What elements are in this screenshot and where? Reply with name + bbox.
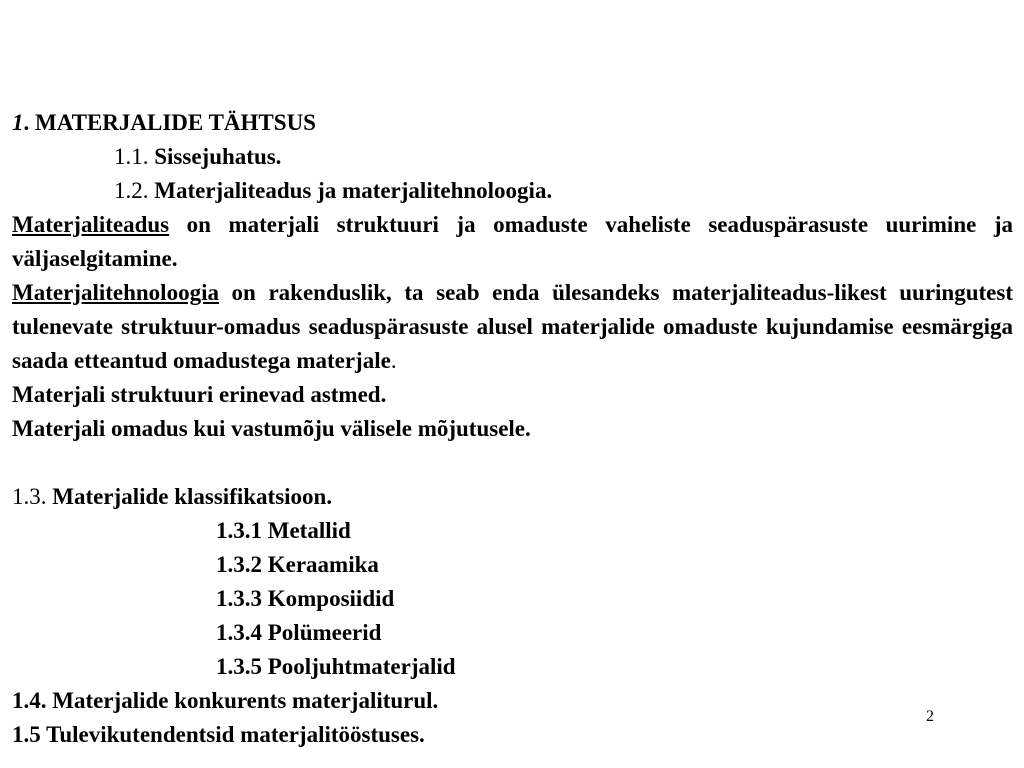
subsection-1-3 xyxy=(12,480,1013,514)
paragraph-materjaliteadus xyxy=(12,208,1013,276)
paragraph-materjalitehnoloogia xyxy=(12,276,1013,378)
subsection-title: Sissejuhatus. xyxy=(154,144,282,169)
subsection-number: 1.3. xyxy=(12,484,53,509)
subsection-title: Materjalide klassifikatsioon. xyxy=(52,484,333,509)
line-omadus: Materjali omadus kui vastumõju välisele mõjutusele. xyxy=(12,416,531,441)
subsection-number: 1.2. xyxy=(114,178,155,203)
subsection-1-1 xyxy=(12,140,1013,174)
classification-item: 1.3.1 Metallid xyxy=(216,518,351,543)
classification-item: 1.3.5 Pooljuhtmaterjalid xyxy=(216,654,456,679)
subsection-number: 1.1. xyxy=(114,144,155,169)
line-struktuur: Materjali struktuuri erinevad astmed. xyxy=(12,382,387,407)
section-heading xyxy=(12,106,1013,140)
section-title: . MATERJALIDE TÄHTSUS xyxy=(23,110,316,135)
classification-item: 1.3.2 Keraamika xyxy=(216,552,379,577)
subsection-1-2 xyxy=(12,174,1013,208)
term-materjalitehnoloogia: Materjalitehnoloogia xyxy=(12,280,219,305)
term-materjaliteadus: Materjaliteadus xyxy=(12,212,170,237)
page-number: 2 xyxy=(926,708,934,725)
definition-text: on rakenduslik, ta seab enda ülesandeks materjaliteadus-likest uuringutest tulenevate struktuur-omadus seaduspärasuste alusel materjalide omaduste kujundamise eesmärgiga saada etteantud omadustega materjale xyxy=(12,280,1013,373)
slide-content xyxy=(12,106,1013,752)
subsection-title: Materjaliteadus ja materjalitehnoloogia. xyxy=(154,178,553,203)
classification-item: 1.3.3 Komposiidid xyxy=(216,586,395,611)
definition-text: on materjali struktuuri ja omaduste vaheliste seaduspärasuste uurimine ja väljaselgitamine. xyxy=(12,212,1013,271)
subsection-1-4: 1.4. Materjalide konkurents materjaliturul. xyxy=(12,688,439,713)
section-number: 1 xyxy=(12,110,24,135)
definition-end: . xyxy=(390,348,397,373)
spacer xyxy=(12,446,1013,480)
classification-item: 1.3.4 Polümeerid xyxy=(216,620,382,645)
subsection-1-5: 1.5 Tulevikutendentsid materjalitööstuses. xyxy=(12,722,425,747)
